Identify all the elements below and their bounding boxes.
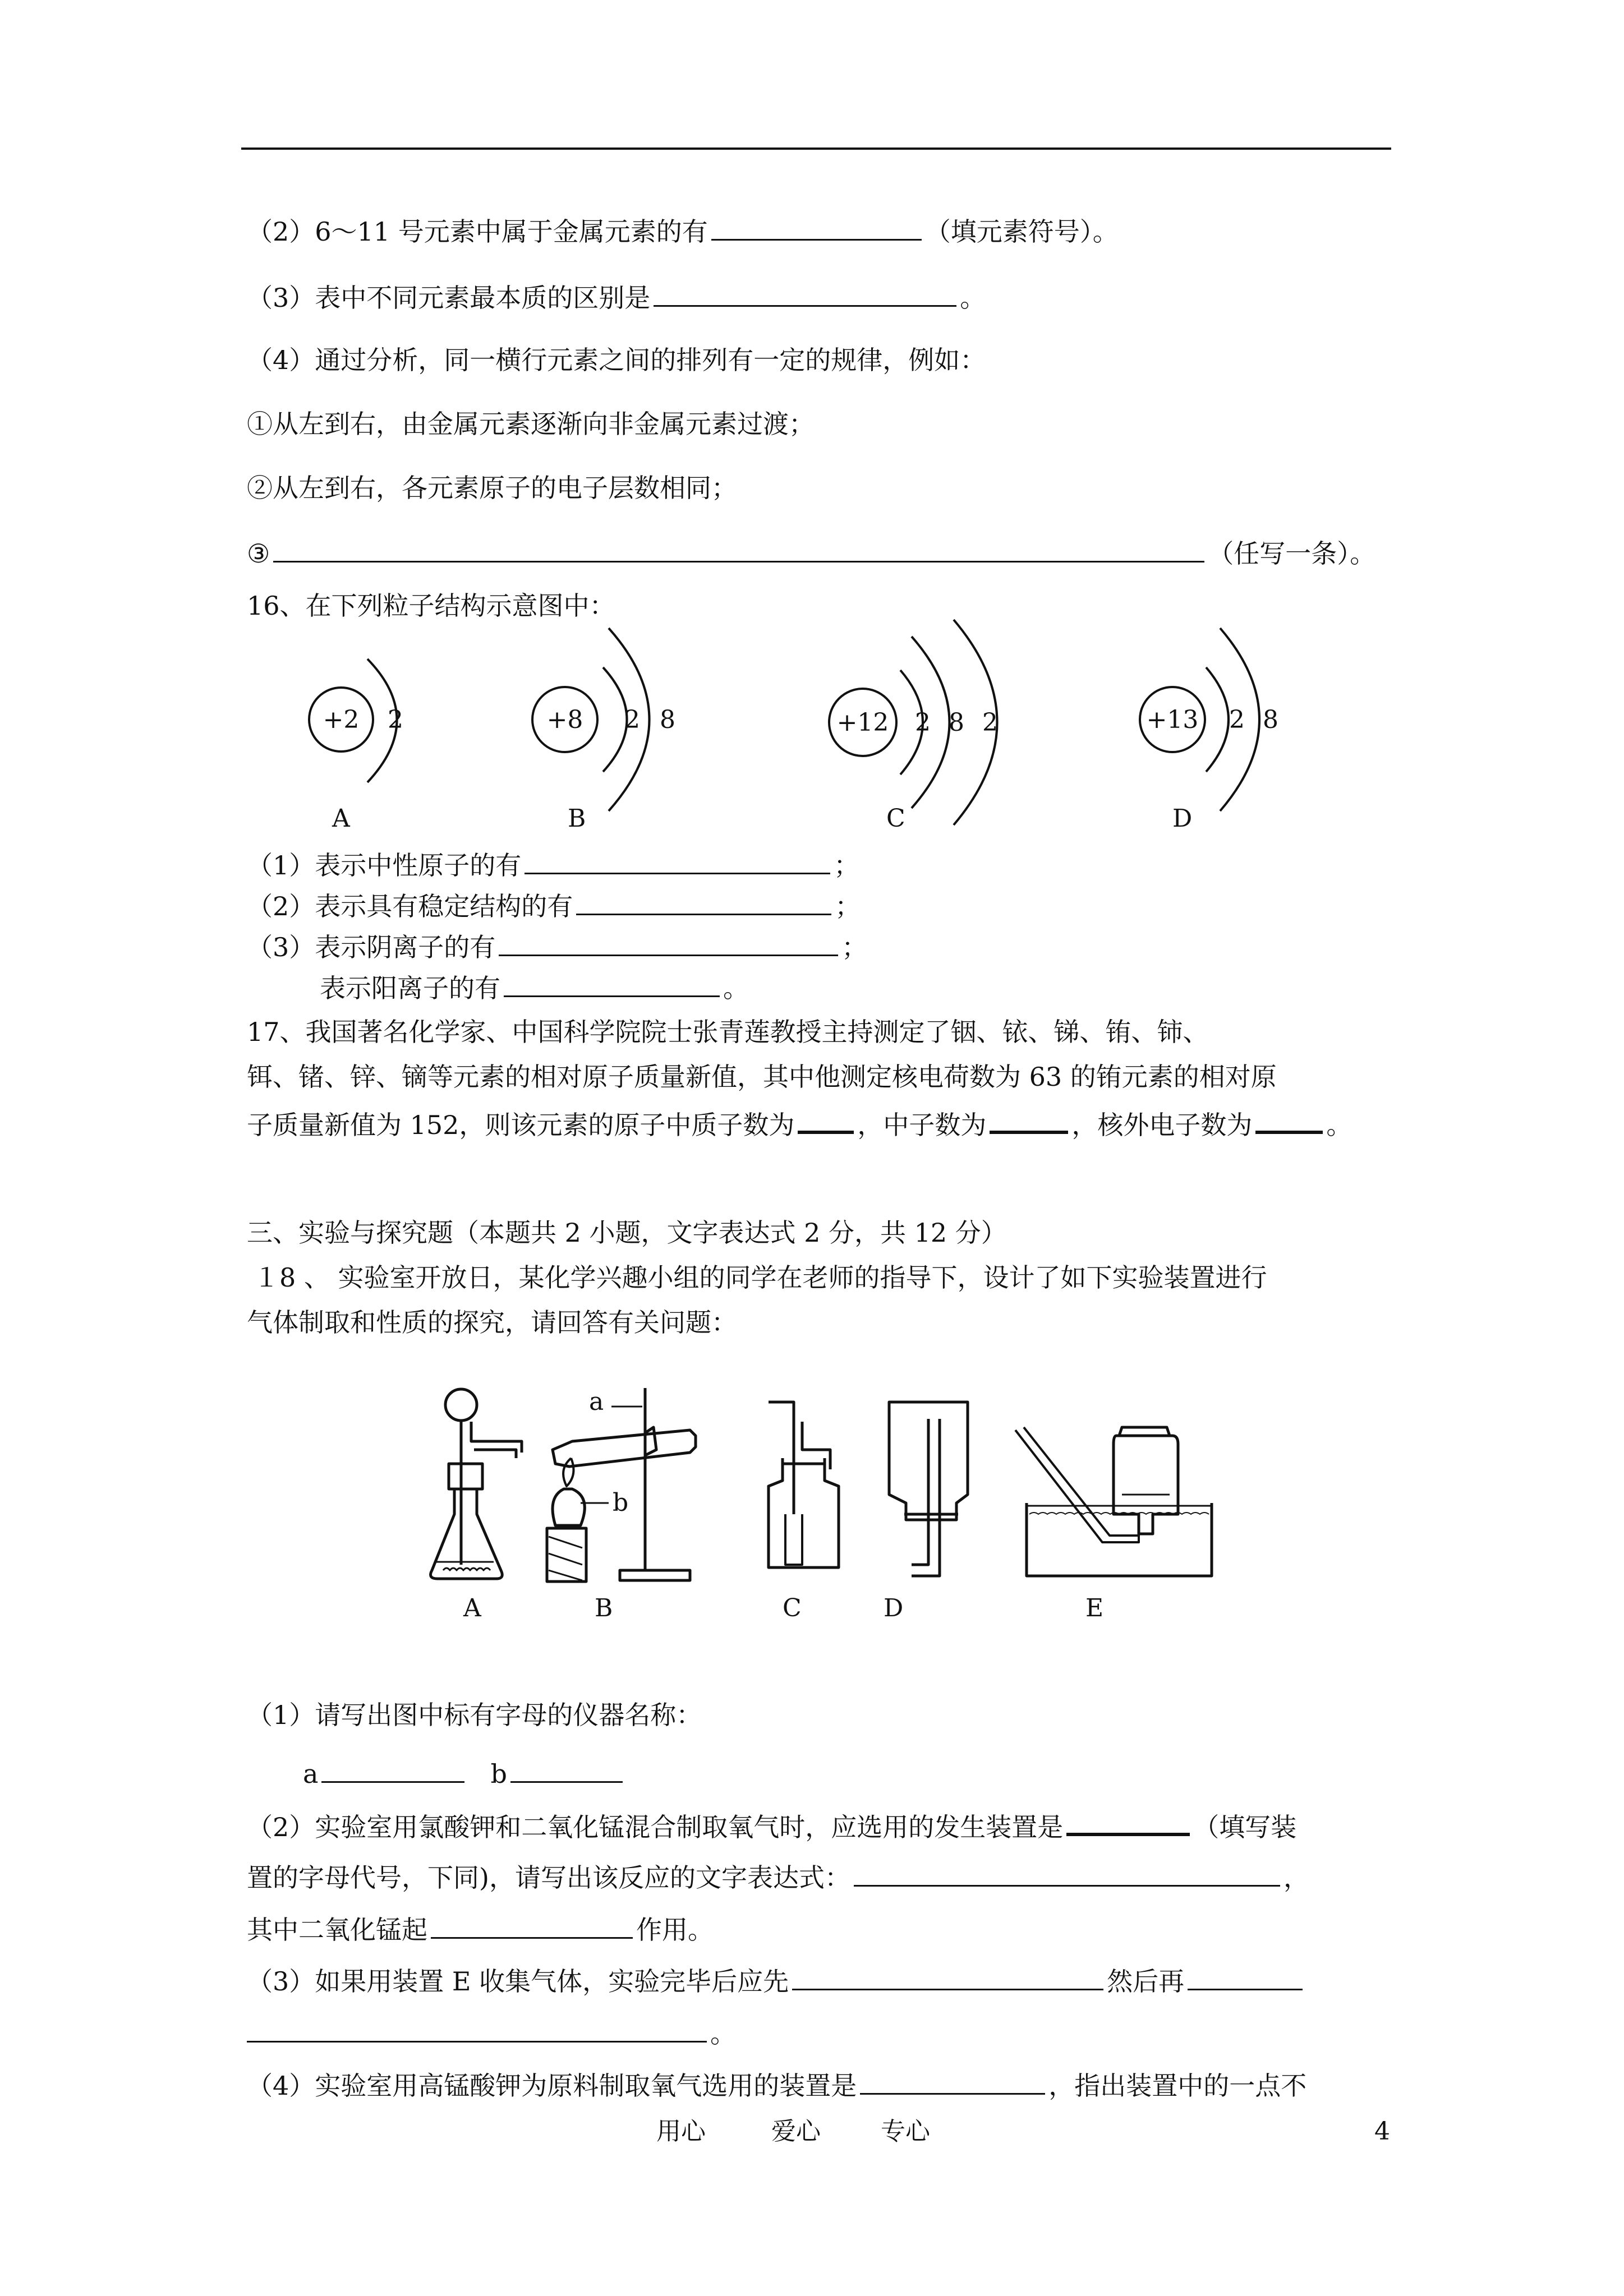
q15-part3: （3）表中不同元素最本质的区别是 。 bbox=[247, 279, 986, 315]
q16-sub3: （3）表示阴离子的有 ； bbox=[247, 929, 867, 964]
q15-part2: （2）6～11 号元素中属于金属元素的有 （填元素符号）。 bbox=[247, 213, 1119, 248]
shell-electrons: 8 bbox=[949, 708, 964, 737]
answer-blank[interactable] bbox=[860, 2067, 1045, 2095]
apparatus-label-d: D bbox=[884, 1594, 904, 1622]
apparatus-label-c: C bbox=[783, 1594, 802, 1622]
q15-rule2: ②从左到右，各元素原子的电子层数相同； bbox=[247, 473, 737, 503]
q15-rule1: ①从左到右，由金属元素逐渐向非金属元素过渡； bbox=[247, 409, 815, 439]
q18-part1-blanks: a b bbox=[303, 1755, 626, 1791]
shell-electrons: 2 bbox=[982, 708, 998, 737]
apparatus-e bbox=[1015, 1427, 1212, 1576]
q18-part3-line2: 。 bbox=[247, 2015, 736, 2050]
q17-line1: 17、我国著名化学家、中国科学院院士张青莲教授主持测定了铟、铱、锑、铕、铈、 bbox=[247, 1017, 1209, 1047]
particle-label-c: C bbox=[886, 804, 905, 833]
footer-motto-3: 专心 bbox=[881, 2117, 930, 2146]
q18-part1: （1）请写出图中标有字母的仪器名称： bbox=[247, 1700, 702, 1730]
answer-blank[interactable] bbox=[792, 1963, 1103, 1990]
footer-motto-1: 用心 bbox=[656, 2117, 706, 2146]
nucleus-charge: +2 bbox=[323, 706, 360, 734]
answer-blank[interactable] bbox=[510, 1755, 623, 1783]
apparatus-a bbox=[431, 1389, 522, 1579]
particle-label-b: B bbox=[568, 804, 586, 833]
answer-blank[interactable] bbox=[431, 1911, 633, 1939]
q18-part2-line2: 置的字母代号，下同)，请写出该反应的文字表达式： ， bbox=[247, 1859, 1309, 1894]
q17-line2: 铒、锗、锌、镝等元素的相对原子质量新值，其中他测定核电荷数为 63 的铕元素的相对原 bbox=[247, 1062, 1277, 1092]
nucleus-charge: +13 bbox=[1146, 706, 1199, 734]
q18-part2-line1: （2）实验室用氯酸钾和二氧化锰混合制取氧气时，应选用的发生装置是 （填写装 bbox=[247, 1807, 1296, 1844]
footer-motto-2: 爱心 bbox=[771, 2117, 821, 2146]
q15-rule3: ③ （任写一条）。 bbox=[247, 535, 1375, 570]
apparatus-d bbox=[889, 1402, 968, 1576]
q18-part2-line3: 其中二氧化锰起 作用。 bbox=[247, 1911, 714, 1947]
shell-electrons: 8 bbox=[660, 706, 675, 734]
q16-sub1: （1）表示中性原子的有 ； bbox=[247, 847, 859, 882]
apparatus-label-a: A bbox=[463, 1594, 481, 1622]
q18-part3-line1: （3）如果用装置 E 收集气体，实验完毕后应先 然后再 bbox=[247, 1963, 1306, 1998]
mark-a: a bbox=[589, 1387, 604, 1416]
nucleus-charge: +8 bbox=[546, 706, 583, 734]
shell-electrons: 2 bbox=[624, 706, 640, 734]
shell-electrons: 2 bbox=[915, 708, 931, 737]
answer-blank[interactable] bbox=[247, 2015, 707, 2043]
answer-blank[interactable] bbox=[1066, 1807, 1190, 1836]
answer-blank[interactable] bbox=[321, 1755, 464, 1783]
q15-part4: （4）通过分析，同一横行元素之间的排列有一定的规律，例如： bbox=[247, 345, 986, 375]
q18-line1: １8 、 实验室开放日，某化学兴趣小组的同学在老师的指导下，设计了如下实验装置进行 bbox=[254, 1262, 1267, 1293]
q16-sub2: （2）表示具有稳定结构的有 ； bbox=[247, 888, 861, 923]
mark-b: b bbox=[613, 1488, 629, 1517]
q18-line2: 气体制取和性质的探究，请回答有关问题： bbox=[247, 1307, 737, 1338]
particle-label-a: A bbox=[332, 804, 350, 833]
apparatus-label-e: E bbox=[1085, 1594, 1104, 1622]
answer-blank[interactable] bbox=[1188, 1963, 1303, 1990]
particle-label-d: D bbox=[1172, 804, 1193, 833]
page-number: 4 bbox=[1374, 2117, 1390, 2146]
q16-title: 16、在下列粒子结构示意图中： bbox=[247, 591, 615, 621]
shell-electrons: 8 bbox=[1263, 706, 1278, 734]
q16-sub4: 表示阳离子的有 。 bbox=[320, 970, 749, 1005]
answer-blank[interactable] bbox=[854, 1859, 1280, 1887]
q18-part4: （4）实验室用高锰酸钾为原料制取氧气选用的装置是 ，指出装置中的一点不 bbox=[247, 2067, 1306, 2103]
section-heading: 三、实验与探究题（本题共 2 小题，文字表达式 2 分，共 12 分） bbox=[247, 1218, 1007, 1248]
apparatus-c bbox=[769, 1402, 839, 1567]
q17-line3: 子质量新值为 152，则该元素的原子中质子数为 ，中子数为 ，核外电子数为 。 bbox=[247, 1105, 1352, 1142]
apparatus-b bbox=[547, 1388, 696, 1582]
nucleus-charge: +12 bbox=[836, 708, 889, 737]
shell-electrons: 2 bbox=[1229, 706, 1245, 734]
shell-electrons: 2 bbox=[388, 706, 403, 734]
apparatus-label-b: B bbox=[595, 1594, 613, 1622]
